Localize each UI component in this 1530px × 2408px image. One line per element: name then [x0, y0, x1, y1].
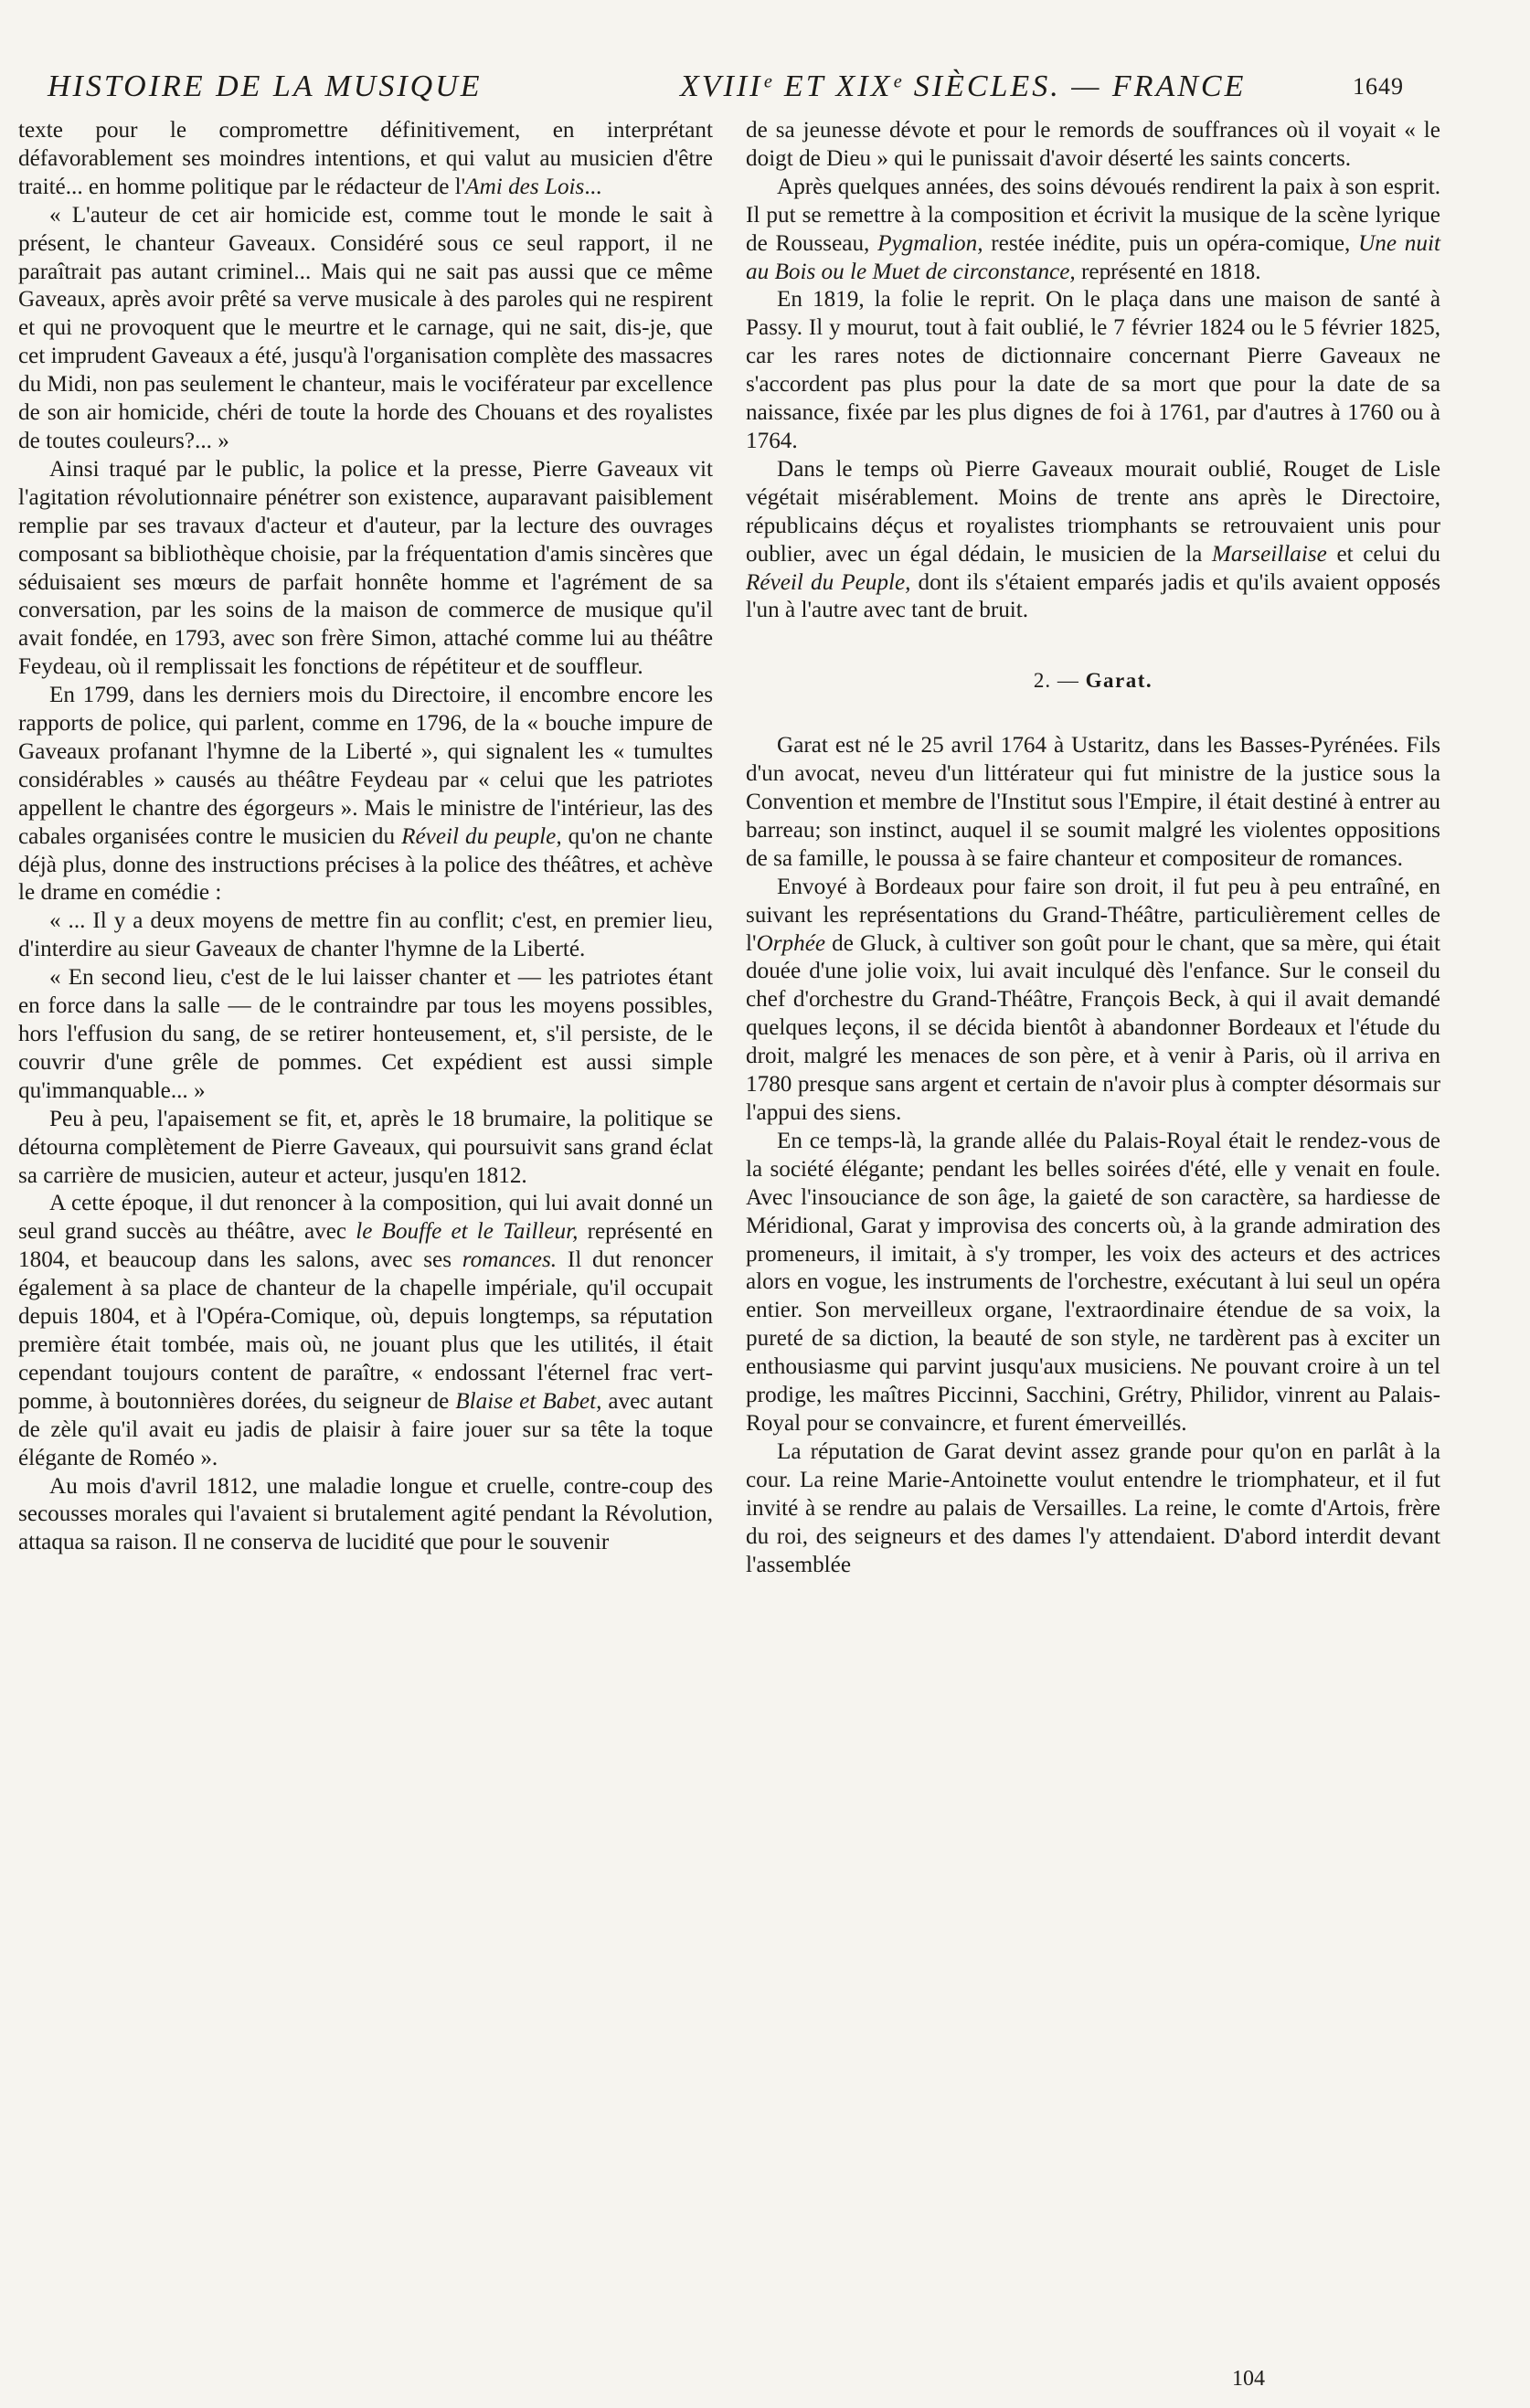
paragraph: A cette époque, il dut renoncer à la composition, qui lui avait donné un seul grand succès au théâtre, avec le Bouffe et le Tailleur, représenté en 1804, et beaucoup dans les salons, avec ses romances. Il dut renoncer également à sa place de chanteur de la chapelle impériale, qu'il occupait depuis 1804, et à l'Opéra-Comique, où, depuis longtemps, sa réputation première était tombée, mais où, ne jouant plus que les utilités, il était cependant toujours content de paraître, « endossant l'éternel frac vert-pomme, à boutonnières dorées, du seigneur de Blaise et Babet, avec autant de zèle qu'il avait eu jadis de plaisir à faire jouer sur sa tête la toque élégante de Roméo ». [18, 1191, 714, 1470]
paragraph: « L'auteur de cet air homicide est, comme tout le monde le sait à présent, le chanteur Gaveaux. Considéré sous ce seul rapport, il ne paraîtrait pas autant criminel... Mais qui ne sait pas aussi que ce même Gaveaux, après avoir prêté sa verve musicale à des paroles qui ne respirent et qui ne provoquent que le meurtre et le carnage, qui ne sait, dis-je, que cet imprudent Gaveaux a été, jusqu'à l'organisation complète des massacres du Midi, non pas seulement le chanteur, mais le vociférateur par excellence de son air homicide, chéri de toute la horde des Chouans et des royalistes de toutes couleurs?... » [18, 202, 713, 453]
paragraph: Au mois d'avril 1812, une maladie longue et cruelle, contre-coup des secousses morales qui l'avaient si brutalement agité pendant la Révolution, attaqua sa raison. Il ne conserva de lucidité que pour le souvenir [18, 1473, 713, 1555]
paragraph: Garat est né le 25 avril 1764 à Ustaritz, dans les Basses-Pyrénées. Fils d'un avocat, neveu d'un littérateur qui fut ministre de la justice sous la Convention et membre de l'Institut sous l'Empire, il était destiné à entrer au barreau; son instinct, auquel il se soumit malgré les violentes oppositions de sa famille, le poussa à se faire chanteur et compositeur de romances. [746, 733, 1440, 871]
running-header [48, 69, 1404, 111]
paragraph: Après quelques années, des soins dévoués rendirent la paix à son esprit. Il put se remettre à la composition et écrivit la musique de la scène lyrique de Rousseau, Pygmalion, restée inédite, puis un opéra-comique, Une nuit au Bois ou le Muet de circonstance, représenté en 1818. [746, 174, 1440, 284]
header-left: HISTOIRE DE LA MUSIQUE [48, 69, 483, 103]
paragraph: Dans le temps où Pierre Gaveaux mourait oublié, Rouget de Lisle végétait misérablement. Moins de trente ans après le Directoire, républicains déçus et royalistes triomphants se retrouvaient unis pour oublier, avec un égal dédain, le musicien de la Marseillaise et celui du Réveil du Peuple, dont ils s'étaient emparés jadis et qu'ils avaient opposés l'un à l'autre avec tant de bruit. [746, 456, 1440, 623]
header-right: XVIIIᵉ ET XIXᵉ SIÈCLES. — FRANCE [680, 69, 1247, 103]
left-column [18, 117, 713, 1557]
right-column [746, 117, 1440, 1579]
paragraph: En 1799, dans les derniers mois du Directoire, il encombre encore les rapports de police, qui parlent, comme en 1796, de la « bouche impure de Gaveaux profanant l'hymne de la Liberté », qui signalent les « tumultes considérables » causés au théâtre Feydeau par « celui que les patriotes appellent le chantre des égorgeurs ». Mais le ministre de l'intérieur, las des cabales organisées contre le musicien du Réveil du peuple, qu'on ne chante déjà plus, donne des instructions précises à la police des théâtres, et achève le drame en comédie : [18, 683, 713, 906]
paragraph: « ... Il y a deux moyens de mettre fin au conflit; c'est, en premier lieu, d'interdire au sieur Gaveaux de chanter l'hymne de la Liberté. [18, 908, 713, 962]
paragraph: En ce temps-là, la grande allée du Palais-Royal était le rendez-vous de la société élégante; pendant les belles soirées d'été, elle y venait en foule. Avec l'insouciance de son âge, la gaieté de son caractère, sa hardiesse de Méridional, Garat y improvisa des concerts où, à la grande admiration des promeneurs, il imitait, à s'y tromper, les voix des acteurs et des actrices alors en vogue, les instruments de l'orchestre, exécutant à lui seul un opéra entier. Son merveilleux organe, l'extraordinaire étendue de sa voix, la pureté de sa diction, la beauté de son style, ne tardèrent pas à exciter un enthousiasme qui parvint jusqu'aux musiciens. Ne pouvant croire à un tel prodige, les maîtres Piccinni, Sacchini, Grétry, Philidor, vinrent au Palais-Royal pour se convaincre, et furent émerveillés. [746, 1128, 1440, 1436]
paragraph: Peu à peu, l'apaisement se fit, et, après le 18 brumaire, la politique se détourna complètement de Pierre Gaveaux, qui poursuivit sans grand éclat sa carrière de musicien, auteur et acteur, jusqu'en 1812. [18, 1106, 713, 1188]
folio: 1649 [1353, 73, 1404, 100]
paragraph: de sa jeunesse dévote et pour le remords de souffrances où il voyait « le doigt de Dieu » qui le punissait d'avoir déserté les saints concerts. [746, 118, 1440, 171]
paragraph: texte pour le compromettre définitivement, en interprétant défavorablement ses moindres intentions, et qui valut au musicien d'être traité... en homme politique par le rédacteur de l'Ami des Lois... [18, 118, 713, 199]
paragraph: Ainsi traqué par le public, la police et la presse, Pierre Gaveaux vit l'agitation révolutionnaire pénétrer son existence, auparavant paisiblement remplie par ses travaux d'acteur et d'auteur, par la lecture des ouvrages composant sa bibliothèque choisie, par la fréquentation d'amis sincères que séduisaient ses mœurs de parfait honnête homme et l'agrément de sa conversation, par les soins de la maison de commerce de musique qu'il avait fondée, en 1793, avec son frère Simon, attaché comme lui au théâtre Feydeau, où il remplissait les fonctions de répétiteur et de souffleur. [18, 456, 713, 680]
section-heading: 2. — Garat. [1033, 669, 1153, 693]
paragraph: « En second lieu, c'est de le lui laisser chanter et — les patriotes étant en force dans la salle — de le contraindre par tous les moyens possibles, hors l'effusion du sang, de se retirer honteusement, et, s'il persiste, de le couvrir d'une grêle de pommes. Cet expédient est aussi simple qu'immanquable... » [18, 965, 713, 1103]
paragraph: Envoyé à Bordeaux pour faire son droit, il fut peu à peu entraîné, en suivant les représentations du Grand-Théâtre, particulièrement celles de l'Orphée de Gluck, à cultiver son goût pour le chant, que sa mère, qui était douée d'une jolie voix, lui avait inculqué dès l'enfance. Sur le conseil du chef d'orchestre du Grand-Théâtre, François Beck, à qui il avait demandé quelques leçons, il se décida bientôt à abandonner Bordeaux et l'étude du droit, malgré les menaces de son père, et à venir à Paris, où il arriva en 1780 presque sans argent et certain de n'avoir plus à compter désormais sur l'appui des siens. [746, 874, 1440, 1125]
page-number: 104 [1232, 2367, 1265, 2391]
paragraph: En 1819, la folie le reprit. On le plaça dans une maison de santé à Passy. Il y mourut, tout à fait oublié, le 7 février 1824 ou le 5 février 1825, car les rares notes de dictionnaire concernant Pierre Gaveaux ne s'accordent pas plus pour la date de sa mort que pour la date de sa naissance, fixée par les plus dignes de foi à 1761, par d'autres à 1760 ou à 1764. [746, 287, 1440, 453]
paragraph: La réputation de Garat devint assez grande pour qu'on en parlât à la cour. La reine Marie-Antoinette voulut entendre le triomphateur, et il fut invité à se rendre au palais de Versailles. La reine, le comte d'Artois, frère du roi, des seigneurs et des dames l'y attendaient. D'abord interdit devant l'assemblée [746, 1438, 1440, 1577]
